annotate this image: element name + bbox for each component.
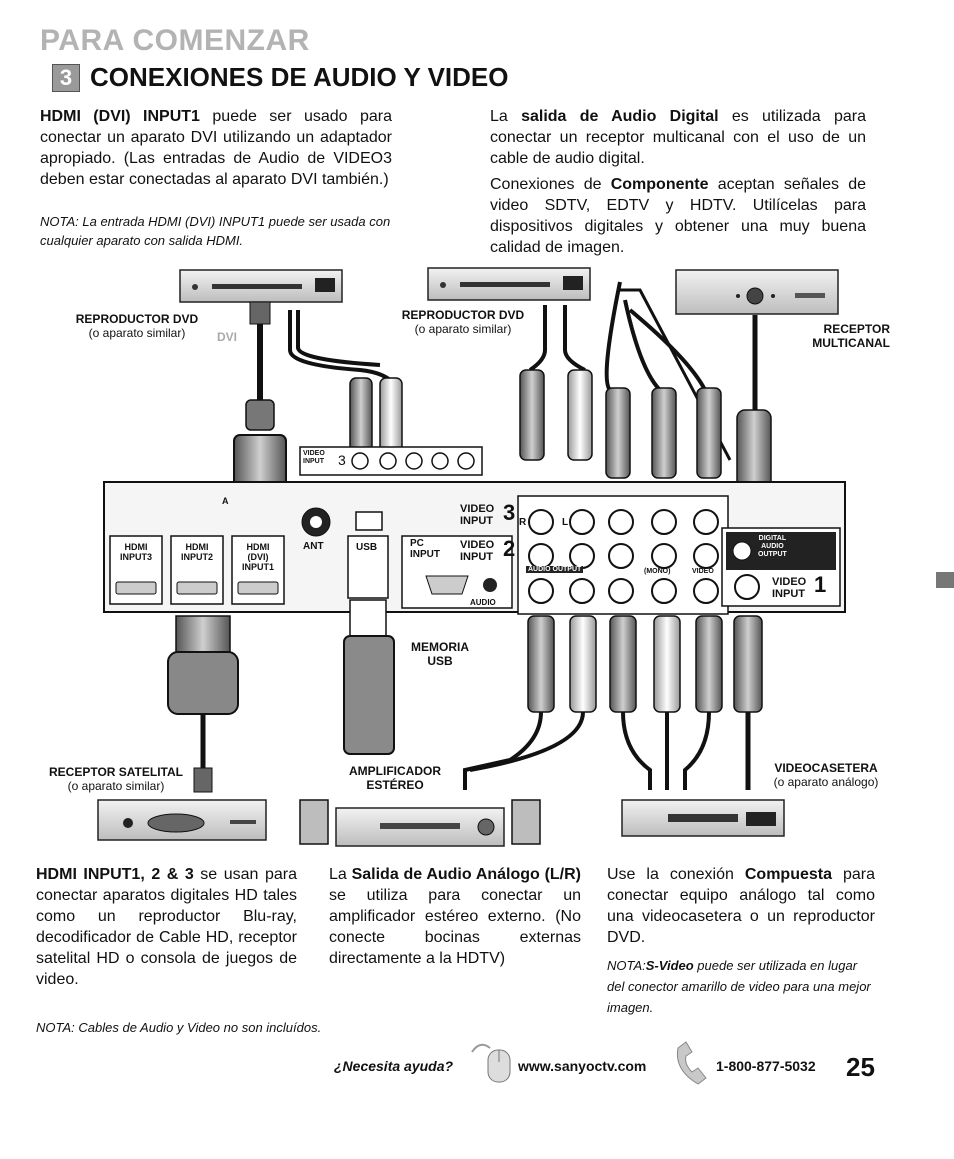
panel-text: PC — [410, 538, 424, 549]
video3-side-panel — [300, 447, 482, 475]
hdmi-dvi-text: puede ser usado para conectar un aparato DVI utilizando un adaptador apropiado. (Las entradas de Audio de VIDEO3 deben estar conectadas al aparato DVI también.) — [40, 108, 393, 188]
hdmi-input3-port — [112, 542, 160, 562]
composite-bold: Compuesta — [744, 866, 832, 883]
video-jack-label: VIDEO — [692, 568, 714, 575]
text-fragment: Use la conexión — [607, 866, 745, 883]
hdmi-inputs-paragraph — [36, 864, 297, 990]
video-input1-number: 1 — [814, 572, 827, 597]
panel-text: INPUT — [410, 549, 440, 560]
panel-text: INPUT — [460, 515, 493, 527]
hdmi-input1-port — [234, 542, 282, 572]
panel-text: INPUT1 — [241, 562, 274, 572]
hdmi-dvi-lead: HDMI (DVI) INPUT1 — [40, 108, 200, 125]
cables-note — [36, 1018, 536, 1037]
dvd1-title: REPRODUCTOR DVD — [75, 312, 199, 326]
page-number: 25 — [846, 1052, 875, 1082]
analog-audio-text: se utiliza para conectar un amplificador estéreo externo. (No conecte bocinas externas directamente a la HDTV) — [329, 887, 581, 967]
video3-side-label — [303, 450, 325, 466]
svideo-note — [607, 955, 877, 1018]
mouse-icon — [470, 1038, 514, 1086]
usb-label-line2: USB — [427, 654, 453, 668]
page-title: CONEXIONES DE AUDIO Y VIDEO — [90, 62, 509, 92]
analog-audio-bold: Salida de Audio Análogo (L/R) — [351, 866, 582, 883]
component-bold: Componente — [610, 176, 709, 193]
component-paragraph — [490, 174, 866, 258]
component-text: aceptan señales de video SDTV, EDTV y HDTV. Utilícelas para dispositivos digitales y obtener una muy buena calidad de imagen. — [490, 176, 867, 256]
hdmi-dvi-paragraph — [40, 106, 392, 190]
note-label: NOTA: — [607, 958, 646, 973]
note-label: NOTA — [36, 1020, 72, 1035]
digital-audio-bold: salida de Audio Digital — [521, 108, 719, 125]
website-link[interactable]: www.sanyoctv.com — [518, 1058, 647, 1074]
jack-r-label: R — [519, 517, 527, 528]
digital-audio-text: es utilizada para conectar un receptor multicanal con el uso de un cable de audio digital. — [490, 108, 866, 167]
vcr-label — [762, 761, 890, 789]
jack-l-label: L — [562, 517, 569, 528]
dvd1-label — [62, 312, 212, 340]
amplifier-label — [340, 764, 450, 792]
dvd2-subtitle: (o aparato similar) — [414, 322, 512, 336]
receiver-label-line2: MULTICANAL — [812, 336, 890, 350]
digital-audio-output-label — [758, 535, 787, 559]
svideo-note-text: puede ser utilizada en lugar del conector amarillo de video para una mejor imagen. — [607, 958, 871, 1015]
vcr-subtitle: (o aparato análogo) — [773, 775, 879, 789]
video-input1-label — [772, 576, 806, 600]
video3-side-number: 3 — [338, 452, 346, 468]
digital-audio-paragraph — [490, 106, 866, 169]
panel-text: VIDEO — [303, 450, 325, 457]
phone-number: 1-800-877-5032 — [716, 1058, 816, 1074]
step-number-badge: 3 — [52, 64, 80, 92]
panel-text: VIDEO — [460, 539, 495, 551]
amplifier-label-line2: ESTÉREO — [366, 778, 424, 792]
svideo-bold: S-Video — [645, 958, 694, 973]
section-tab-marker — [936, 572, 954, 588]
panel-text: INPUT2 — [180, 552, 213, 562]
panel-text: OUTPUT — [758, 551, 787, 558]
dvd2-label — [392, 308, 534, 336]
usb-port-label: USB — [356, 542, 378, 553]
section-title: PARA COMENZAR — [40, 24, 310, 57]
dvd-player-2 — [428, 268, 590, 300]
phone-icon — [672, 1040, 716, 1088]
video-input2-number: 2 — [503, 536, 516, 561]
pc-input-label — [410, 538, 440, 560]
video-input3-number: 3 — [503, 500, 516, 525]
usb-label-line1: MEMORIA — [411, 640, 469, 654]
audio-output-label: AUDIO OUTPUT — [528, 566, 582, 573]
panel-text: INPUT — [772, 588, 805, 600]
analog-audio-paragraph — [329, 864, 581, 969]
pc-audio-label: AUDIO — [470, 598, 496, 607]
panel-text: INPUT — [303, 458, 324, 465]
text-fragment: La — [490, 108, 522, 125]
dvd2-title: REPRODUCTOR DVD — [401, 308, 525, 322]
panel-text: INPUT — [460, 551, 493, 563]
text-fragment: La — [329, 866, 352, 883]
panel-text: VIDEO — [772, 576, 807, 588]
hdmi-inputs-bold: HDMI INPUT1, 2 & 3 — [36, 866, 194, 883]
dvd1-subtitle: (o aparato similar) — [88, 326, 186, 340]
receiver-label-line1: RECEPTOR — [823, 322, 890, 336]
vcr — [622, 800, 784, 836]
note-text: : La entrada HDMI (DVI) INPUT1 puede ser usada con cualquier aparato con salida HDMI. — [40, 214, 391, 248]
hdmi-inputs-text: se usan para conectar aparatos digitales HD tales como un reproductor Blu-ray, decodificador de Cable HD, receptor satelital HD o consola de juegos de video. — [36, 866, 298, 988]
satellite-receiver — [98, 800, 266, 840]
panel-text: VIDEO — [460, 503, 495, 515]
note-label: NOTA — [40, 214, 76, 229]
hdmi-input2-port — [173, 542, 221, 562]
panel-text: AUDIO — [761, 543, 784, 550]
mono-label: (MONO) — [644, 568, 671, 575]
video-input3-label — [460, 503, 494, 527]
hdmi-dvi-note — [40, 212, 392, 250]
panel-text: HDMI — [124, 542, 148, 552]
panel-text: DIGITAL — [758, 535, 787, 542]
cables-note-text: : Cables de Audio y Video no son incluídos. — [71, 1020, 322, 1035]
video-input2-label — [460, 539, 494, 563]
multichannel-receiver — [676, 270, 838, 314]
composite-text: para conectar equipo análogo tal como una videocasetera o un reproductor DVD. — [607, 866, 875, 946]
panel-text: (DVI) — [247, 552, 269, 562]
satellite-subtitle: (o aparato similar) — [67, 779, 165, 793]
satellite-title: RECEPTOR SATELITAL — [48, 765, 183, 779]
stereo-amplifier — [300, 800, 540, 846]
dvi-label: DVI — [217, 330, 238, 344]
satellite-label — [40, 765, 192, 793]
panel-text: INPUT3 — [119, 552, 152, 562]
ant-port-label: ANT — [303, 541, 324, 552]
dvd-player-1 — [180, 270, 342, 302]
amplifier-label-line1: AMPLIFICADOR — [349, 764, 441, 778]
vcr-title: VIDEOCASETERA — [774, 761, 878, 775]
panel-text: HDMI — [185, 542, 209, 552]
panel-text: HDMI — [246, 542, 270, 552]
page-heading — [52, 62, 509, 93]
usb-memory-label — [400, 640, 480, 668]
composite-paragraph — [607, 864, 875, 948]
text-fragment: Conexiones de — [490, 176, 611, 193]
help-text: ¿Necesita ayuda? — [334, 1058, 454, 1074]
receiver-label — [780, 322, 890, 350]
a-mark: A — [222, 496, 229, 506]
